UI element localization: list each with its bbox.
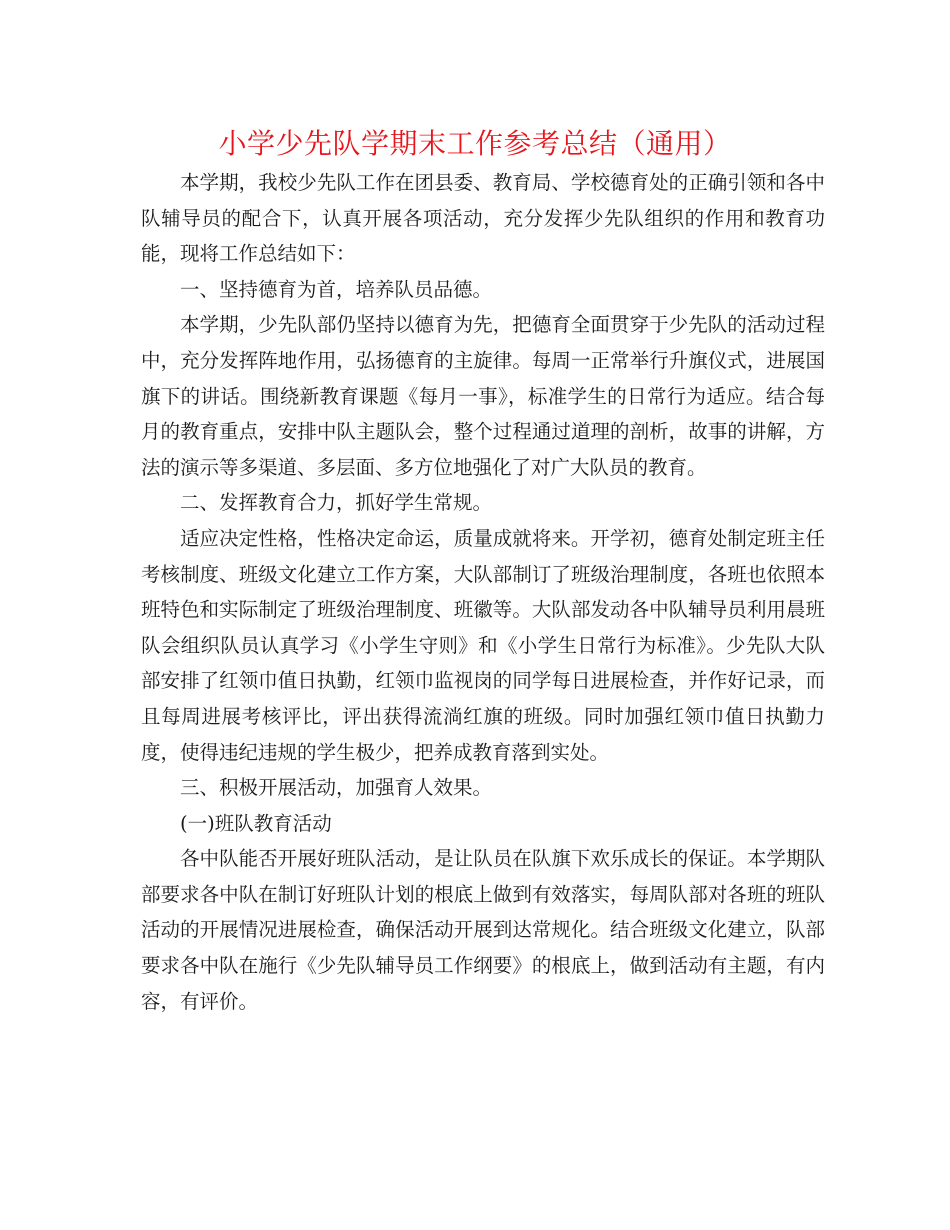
paragraph-section-1: 本学期，少先队部仍坚持以德育为先，把德育全面贯穿于少先队的活动过程中，充分发挥阵地作用，弘扬德育的主旋律。每周一正常举行升旗仪式，进展国旗下的讲话。围绕新教育课题《每月一事》，标准学生的日常行为适应。结合每月的教育重点，安排中队主题队会，整个过程通过道理的剖析，故事的讲解，方法的演示等多渠道、多层面、多方位地强化了对广大队员的教育。 (141, 313, 825, 479)
paragraph-subsection-3-1: 各中队能否开展好班队活动，是让队员在队旗下欢乐成长的保证。本学期队部要求各中队在制订好班队计划的根底上做到有效落实，每周队部对各班的班队活动的开展情况进展检查，确保活动开展到达常规化。结合班级文化建立，队部要求各中队在施行《少先队辅导员工作纲要》的根底上，做到活动有主题，有内容，有评价。 (141, 847, 825, 1013)
section-heading-1: 一、坚持德育为首，培养队员品德。 (180, 277, 493, 301)
section-heading-3: 三、积极开展活动，加强育人效果。 (180, 776, 493, 800)
document-body (141, 165, 825, 1019)
paragraph-intro: 本学期，我校少先队工作在团县委、教育局、学校德育处的正确引领和各中队辅导员的配合下，认真开展各项活动，充分发挥少先队组织的作用和教育功能，现将工作总结如下： (141, 171, 825, 266)
subsection-heading-3-1: (一)班队教育活动 (180, 811, 332, 835)
section-heading-2: 二、发挥教育合力，抓好学生常规。 (180, 491, 493, 515)
document-title: 小学少先队学期末工作参考总结（通用） (218, 127, 732, 160)
paragraph-section-2: 适应决定性格，性格决定命运，质量成就将来。开学初，德育处制定班主任考核制度、班级文化建立工作方案，大队部制订了班级治理制度，各班也依照本班特色和实际制定了班级治理制度、班徽等。大队部发动各中队辅导员利用晨班队会组织队员认真学习《小学生守则》和《小学生日常行为标准》。少先队大队部安排了红领巾值日执勤，红领巾监视岗的同学每日进展检查，并作好记录，而且每周进展考核评比，评出获得流淌红旗的班级。同时加强红领巾值日执勤力度，使得违纪违规的学生极少，把养成教育落到实处。 (141, 526, 825, 764)
